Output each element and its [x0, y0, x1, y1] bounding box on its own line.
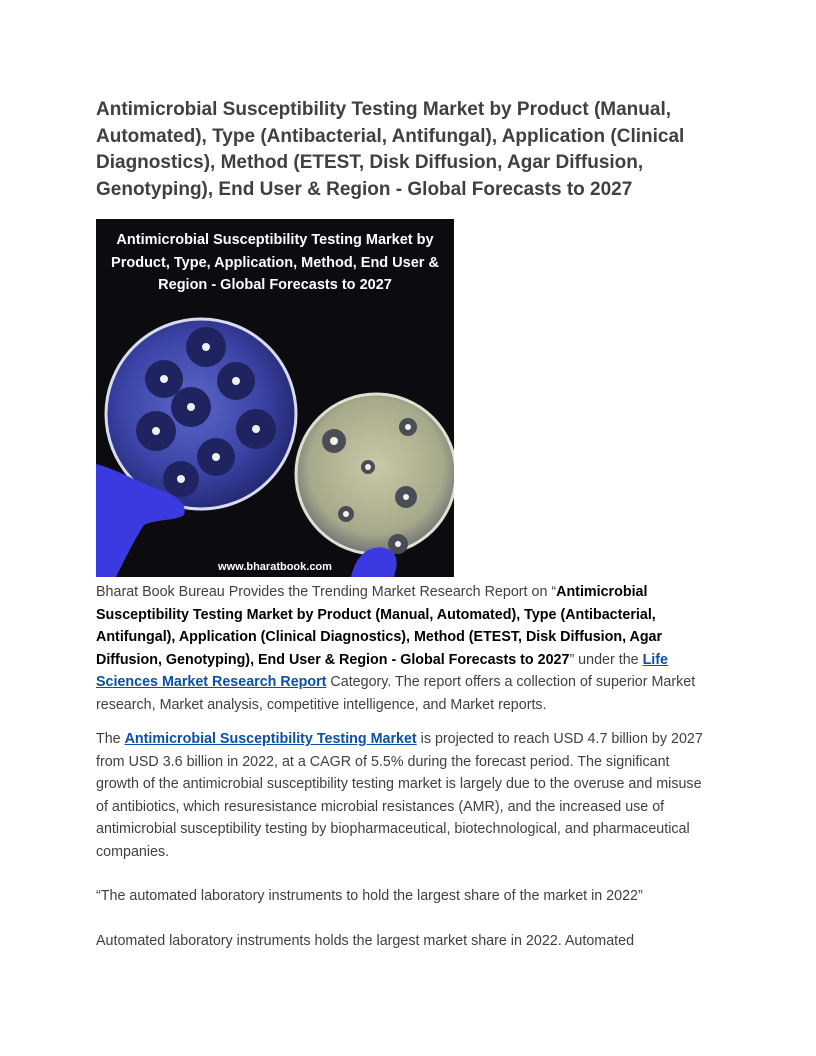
market-text-after: is projected to reach USD 4.7 billion by 2027 from USD 3.6 billion in 2022, at a CAGR of 5.5% during the forecast period. The significant growth of the antimicrobial susceptibility testing market is largely due to the overuse and misuse of antibiotics, which resuresistance microbial resistances (AMR), and the increased use of antimicrobial susceptibility testing by biopharmaceutical, biotechnological, and pharmaceutical companies.: [96, 731, 703, 860]
market-paragraph: [96, 728, 716, 864]
market-text-before: The: [96, 731, 125, 747]
quote-paragraph: “The automated laboratory instruments to hold the largest share of the market in 2022”: [96, 888, 643, 904]
report-name: Antimicrobial Susceptibility Testing Market by Product (Manual, Automated), Type (Antibacterial, Antifungal), Application (Clinical Diagnostics), Method (ETEST, Disk Diffusion, Agar Diffusion, Genotyping), End User & Region - Global Forecasts to 2027: [96, 584, 663, 668]
intro-text-before: Bharat Book Bureau Provides the Trending Market Research Report on “: [96, 584, 557, 600]
image-watermark-url: www.bharatbook.com: [218, 561, 332, 573]
page-title: Antimicrobial Susceptibility Testing Market by Product (Manual, Automated), Type (Antibacterial, Antifungal), Application (Clinical Diagnostics), Method (ETEST, Disk Diffusion, Agar Diffusion, Genotyping), End User & Region - Global Forecasts to 2027: [96, 99, 685, 200]
image-caption-title: Antimicrobial Susceptibility Testing Market by Product, Type, Application, Method, End User & Region - Global Forecasts to 2027: [111, 232, 439, 293]
right-petri-dish: [296, 394, 454, 554]
intro-text-after: Category. The report offers a collection of superior Market research, Market analysis, competitive intelligence, and Market reports.: [96, 674, 696, 713]
hero-image: [96, 219, 454, 577]
market-link[interactable]: Antimicrobial Susceptibility Testing Market: [124, 731, 417, 747]
intro-paragraph: [96, 581, 716, 717]
closing-paragraph: Automated laboratory instruments holds the largest market share in 2022. Automated: [96, 933, 635, 949]
life-sciences-category-link[interactable]: Life Sciences Market Research Report: [96, 651, 668, 691]
intro-text-mid: ” under the: [569, 651, 643, 668]
